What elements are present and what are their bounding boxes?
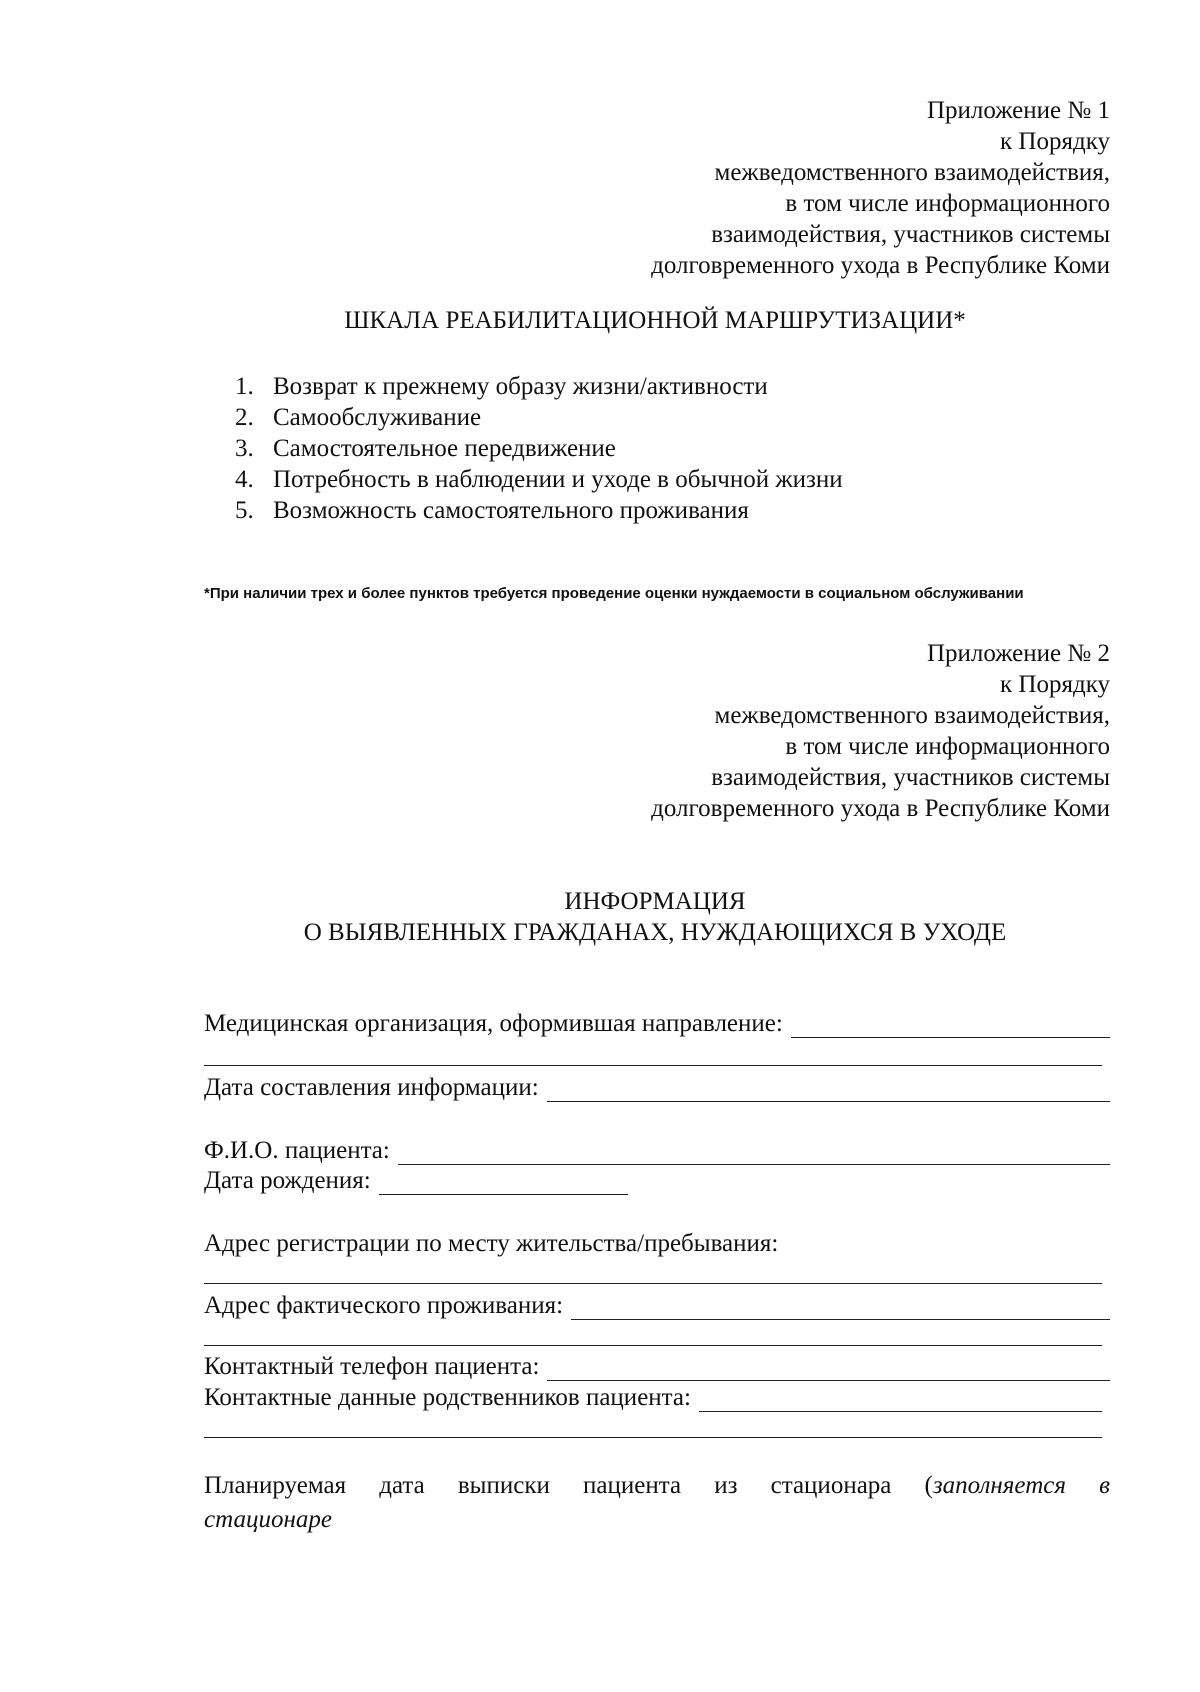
planned-discharge-note-continuation: стационаре xyxy=(204,1506,332,1533)
patient-name-row xyxy=(204,1135,1110,1165)
birth-date-field[interactable] xyxy=(379,1170,628,1195)
list-item-number: 4. xyxy=(235,466,254,493)
actual-address-field[interactable] xyxy=(571,1295,1110,1320)
relatives-field-continuation[interactable] xyxy=(204,1437,1102,1438)
list-item-text: Потребность в наблюдении и уходе в обычной жизни xyxy=(273,466,843,493)
list-item-number: 2. xyxy=(235,404,254,431)
appendix-line: долговременного ухода в Республике Коми xyxy=(651,252,1110,279)
reg-address-field[interactable] xyxy=(204,1283,1102,1284)
appendix-1-header xyxy=(651,95,1110,281)
reg-address-label: Адрес регистрации по месту жительства/пребывания: xyxy=(204,1230,779,1257)
med-org-row xyxy=(204,1008,1110,1038)
list-item xyxy=(235,402,843,433)
appendix-line: Приложение № 1 xyxy=(926,97,1110,124)
reg-address-row xyxy=(204,1228,1110,1258)
phone-field[interactable] xyxy=(547,1356,1110,1381)
list-item-text: Самостоятельное передвижение xyxy=(273,435,616,462)
scale-list xyxy=(235,371,843,526)
med-org-label: Медицинская организация, оформившая направление: xyxy=(204,1010,783,1037)
date-info-field[interactable] xyxy=(547,1077,1110,1102)
actual-address-field-continuation[interactable] xyxy=(204,1345,1102,1346)
list-item xyxy=(235,495,843,526)
med-org-field[interactable] xyxy=(791,1013,1110,1038)
relatives-label: Контактные данные родственников пациента: xyxy=(204,1384,691,1411)
list-item-number: 5. xyxy=(235,497,254,524)
phone-row xyxy=(204,1351,1110,1381)
appendix-line: взаимодействия, участников системы xyxy=(711,764,1110,791)
appendix-line: взаимодействия, участников системы xyxy=(711,221,1110,248)
appendix-line: к Порядку xyxy=(1000,128,1110,155)
appendix-2-header xyxy=(651,638,1110,824)
appendix-line: межведомственного взаимодействия, xyxy=(714,159,1110,186)
patient-name-label: Ф.И.О. пациента: xyxy=(204,1137,390,1164)
list-item-number: 1. xyxy=(235,373,254,400)
info-title xyxy=(0,886,1200,948)
appendix-line: долговременного ухода в Республике Коми xyxy=(651,795,1110,822)
date-info-row xyxy=(204,1072,1110,1102)
appendix-line: межведомственного взаимодействия, xyxy=(714,702,1110,729)
list-item-number: 3. xyxy=(235,435,254,462)
list-item-text: Самообслуживание xyxy=(273,404,482,431)
birth-date-row xyxy=(204,1165,628,1195)
birth-date-label: Дата рождения: xyxy=(204,1167,371,1194)
scale-title: ШКАЛА РЕАБИЛИТАЦИОННОЙ МАРШРУТИЗАЦИИ* xyxy=(344,307,966,334)
relatives-field[interactable] xyxy=(699,1387,1102,1412)
appendix-line: Приложение № 2 xyxy=(926,640,1110,667)
list-item xyxy=(235,371,843,402)
list-item xyxy=(235,464,843,495)
appendix-line: к Порядку xyxy=(1000,671,1110,698)
planned-discharge-note: заполняется в xyxy=(932,1472,1110,1499)
planned-discharge-text xyxy=(204,1469,1110,1502)
actual-address-label: Адрес фактического проживания: xyxy=(204,1292,564,1319)
actual-address-row xyxy=(204,1290,1110,1320)
phone-label: Контактный телефон пациента: xyxy=(204,1353,540,1380)
planned-discharge-label: Планируемая дата выписки пациента из стационара ( xyxy=(204,1472,933,1499)
list-item-text: Возможность самостоятельного проживания xyxy=(273,497,749,524)
info-title-line-1: ИНФОРМАЦИЯ xyxy=(564,888,746,915)
relatives-row xyxy=(204,1382,1102,1412)
list-item-text: Возврат к прежнему образу жизни/активности xyxy=(273,373,768,400)
list-item xyxy=(235,433,843,464)
date-info-label: Дата составления информации: xyxy=(204,1074,539,1101)
appendix-line: в том числе информационного xyxy=(785,733,1110,760)
med-org-field-continuation[interactable] xyxy=(204,1065,1102,1066)
appendix-line: в том числе информационного xyxy=(785,190,1110,217)
scale-footnote: *При наличии трех и более пунктов требуется проведение оценки нуждаемости в социальном обслуживании xyxy=(204,585,1024,602)
info-title-line-2: О ВЫЯВЛЕННЫХ ГРАЖДАНАХ, НУЖДАЮЩИХСЯ В УХОДЕ xyxy=(303,919,1007,946)
patient-name-field[interactable] xyxy=(398,1140,1110,1165)
